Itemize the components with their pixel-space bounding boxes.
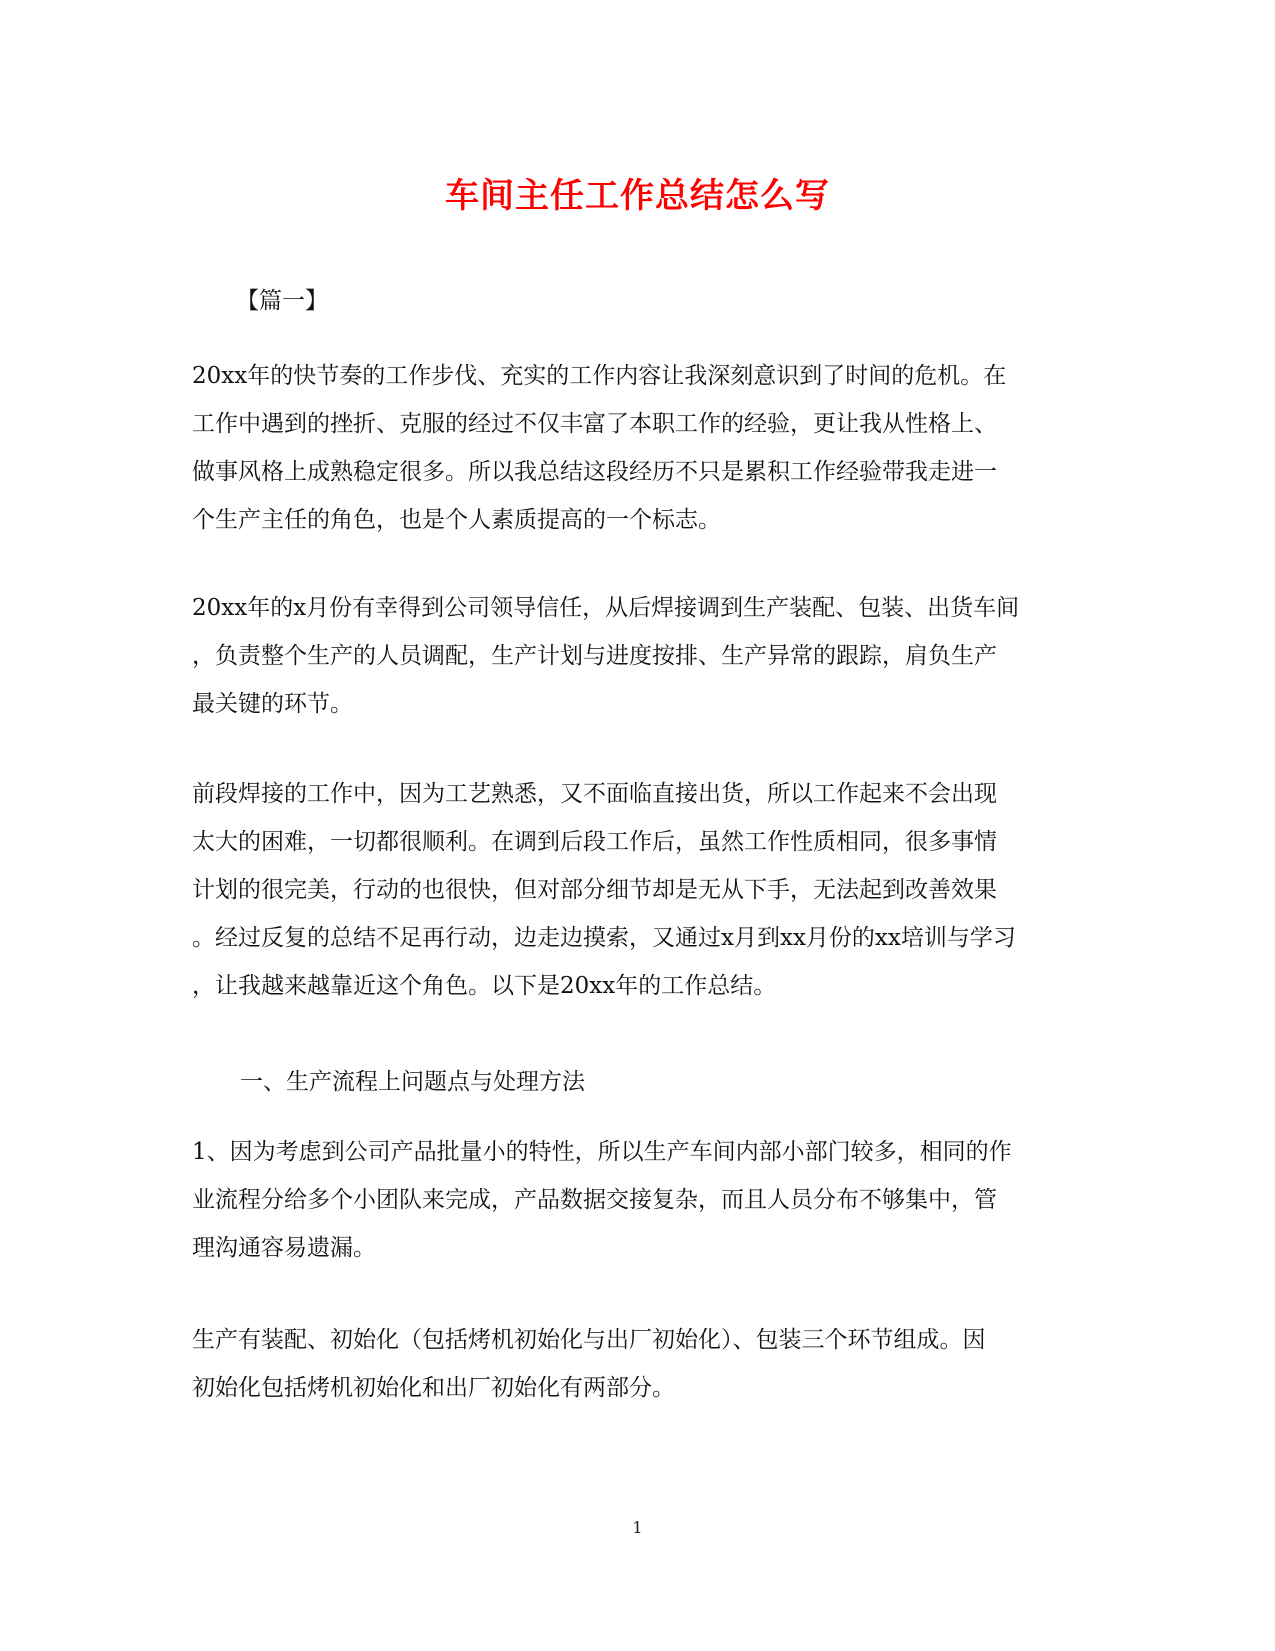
paragraph-line: ，让我越来越靠近这个角色。以下是20xx年的工作总结。 xyxy=(192,973,777,999)
paragraph-4 xyxy=(192,1128,1072,1272)
paragraph-line: 前段焊接的工作中，因为工艺熟悉，又不面临直接出货，所以工作起来不会出现 xyxy=(192,781,997,807)
paragraph-3 xyxy=(192,770,1072,1010)
paragraph-line: 20xx年的x月份有幸得到公司领导信任，从后焊接调到生产装配、包装、出货车间 xyxy=(192,595,1020,621)
section-tag: 【篇一】 xyxy=(236,288,328,314)
paragraph-line: ，负责整个生产的人员调配，生产计划与进度按排、生产异常的跟踪，肩负生产 xyxy=(192,643,997,669)
paragraph-5 xyxy=(192,1316,1072,1412)
paragraph-line: 理沟通容易遗漏。 xyxy=(192,1235,376,1261)
paragraph-line: 业流程分给多个小团队来完成，产品数据交接复杂，而且人员分布不够集中，管 xyxy=(192,1187,997,1213)
page-number: 1 xyxy=(632,1518,643,1537)
paragraph-line: 做事风格上成熟稳定很多。所以我总结这段经历不只是累积工作经验带我走进一 xyxy=(192,459,997,485)
paragraph-line: 太大的困难，一切都很顺利。在调到后段工作后，虽然工作性质相同，很多事情 xyxy=(192,829,997,855)
paragraph-line: 1、因为考虑到公司产品批量小的特性，所以生产车间内部小部门较多，相同的作 xyxy=(192,1139,1012,1165)
paragraph-line: 最关键的环节。 xyxy=(192,691,353,717)
section-heading: 一、生产流程上问题点与处理方法 xyxy=(240,1069,585,1095)
paragraph-line: 工作中遇到的挫折、克服的经过不仅丰富了本职工作的经验，更让我从性格上、 xyxy=(192,411,997,437)
paragraph-line: 20xx年的快节奏的工作步伐、充实的工作内容让我深刻意识到了时间的危机。在 xyxy=(192,363,1007,389)
paragraph-line: 个生产主任的角色，也是个人素质提高的一个标志。 xyxy=(192,507,721,533)
paragraph-line: 生产有装配、初始化（包括烤机初始化与出厂初始化）、包装三个环节组成。因 xyxy=(192,1327,986,1353)
document-title: 车间主任工作总结怎么写 xyxy=(445,176,830,216)
paragraph-line: 。经过反复的总结不足再行动，边走边摸索，又通过x月到xx月份的xx培训与学习 xyxy=(192,925,1016,951)
paragraph-2 xyxy=(192,584,1072,728)
paragraph-line: 初始化包括烤机初始化和出厂初始化有两部分。 xyxy=(192,1375,675,1401)
paragraph-line: 计划的很完美，行动的也很快，但对部分细节却是无从下手，无法起到改善效果 xyxy=(192,877,997,903)
paragraph-1 xyxy=(192,352,1072,544)
